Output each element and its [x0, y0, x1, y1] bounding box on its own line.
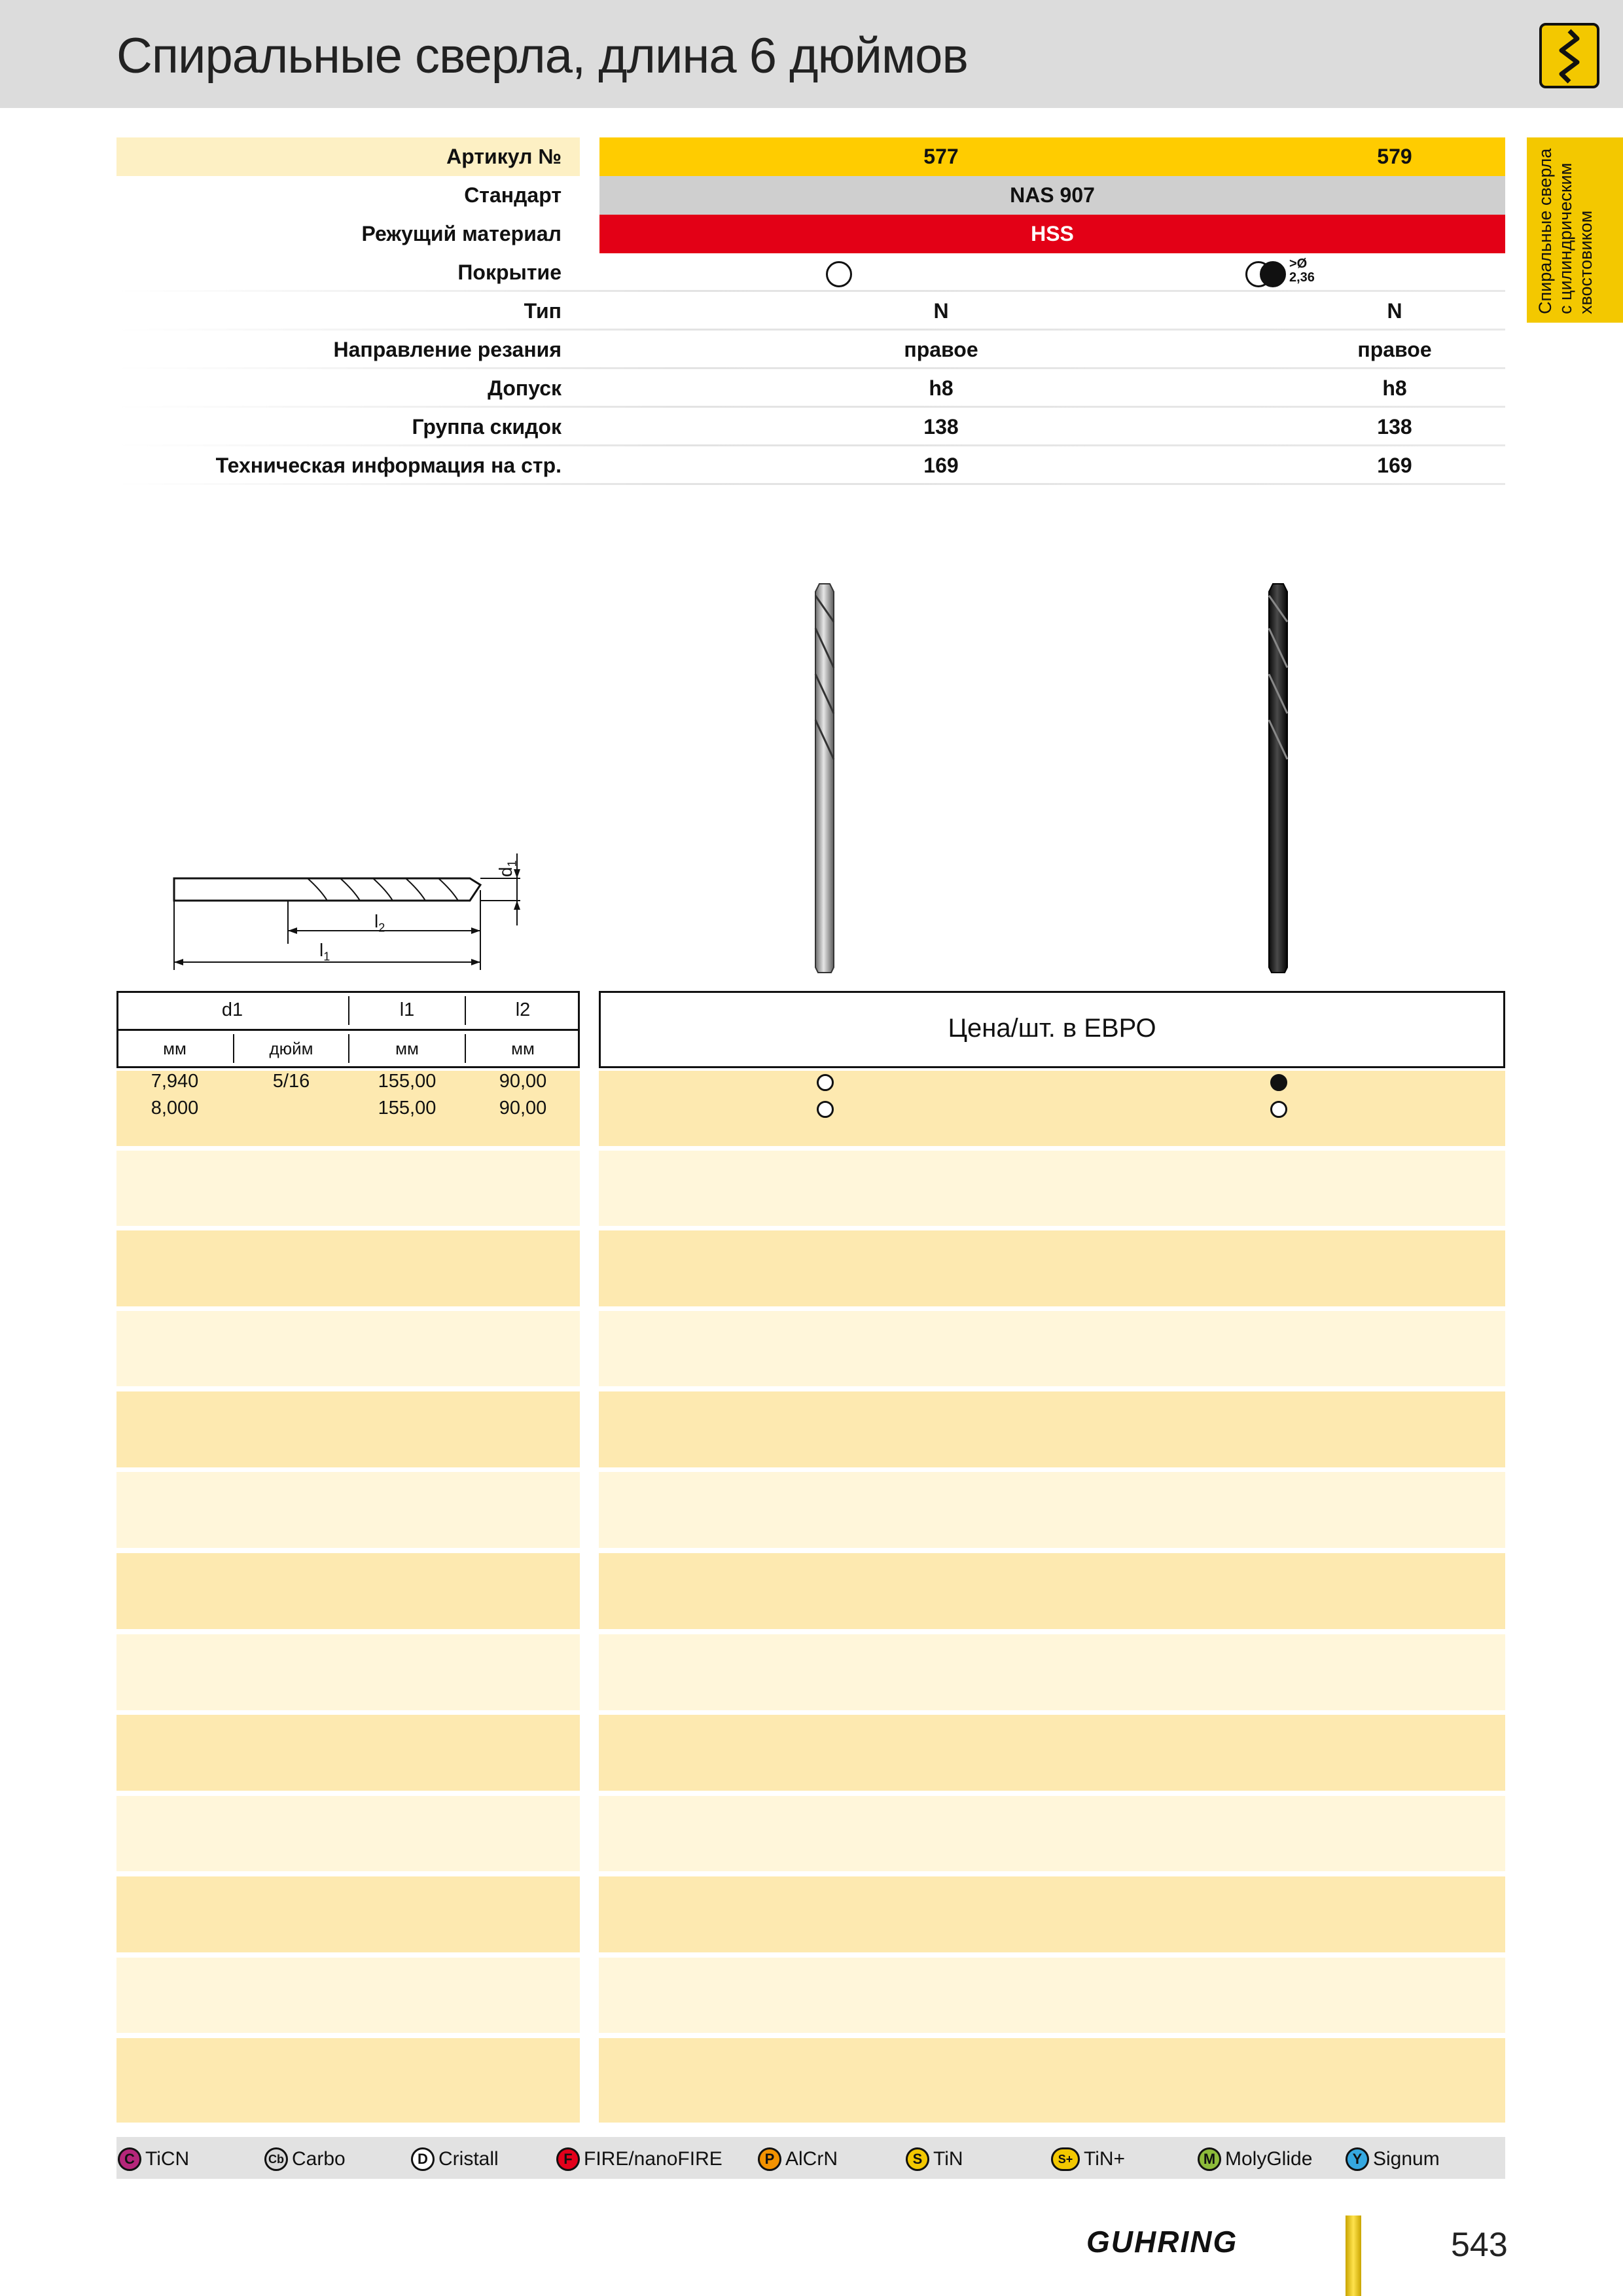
spec-row-tech-info: [116, 446, 1505, 485]
legend-item-fire: F FIRE/nanoFIRE: [556, 2146, 722, 2172]
article-577: 577: [923, 145, 959, 168]
page-number: 543: [1451, 2226, 1508, 2264]
band-right: [599, 1472, 1505, 1548]
band-left: [116, 1311, 580, 1386]
spec-row-standard: [116, 176, 1505, 215]
spec-value: N: [933, 299, 949, 323]
band-left: [116, 1876, 580, 1952]
availability-full-icon: [1270, 1074, 1287, 1091]
band-right: [599, 1634, 1505, 1710]
header-unit-mm: мм: [395, 1039, 419, 1058]
drill-577-image: [805, 583, 844, 975]
band-right: [599, 1151, 1505, 1226]
legend-item-carbo: Cb Carbo: [264, 2146, 346, 2172]
page-title: Спиральные сверла, длина 6 дюймов: [116, 28, 968, 84]
legend-item-cristall: D Cristall: [411, 2146, 499, 2172]
header-l2: l2: [515, 999, 531, 1020]
price-header: Цена/шт. в ЕВРО: [948, 1014, 1156, 1043]
spec-label: Техническая информация на стр.: [215, 454, 562, 477]
legend-item-alcrn: P AlCrN: [758, 2146, 838, 2172]
carbo-badge-icon: Cb: [264, 2147, 288, 2171]
spec-row-material: [116, 215, 1505, 253]
drill-dimension-diagram: [164, 844, 530, 975]
band-right: [599, 1553, 1505, 1629]
header-l1: l1: [399, 999, 415, 1020]
band-left: [116, 1715, 580, 1791]
spec-row-cutting-direction: [116, 331, 1505, 369]
material-value: HSS: [1031, 222, 1074, 245]
band-left: [116, 1230, 580, 1306]
guhring-logo: GUHRING: [1086, 2225, 1238, 2259]
band-right: [599, 1876, 1505, 1952]
spec-row-tolerance: [116, 369, 1505, 408]
header-unit-mm: мм: [511, 1039, 535, 1058]
dimension-label-l1: $l_1$: [319, 940, 330, 963]
spec-label: Группа скидок: [412, 415, 562, 439]
spec-label: Стандарт: [464, 183, 562, 207]
coating-note: >Ø 2,36: [1289, 257, 1315, 285]
legend-item-tin: S TiN: [906, 2146, 963, 2172]
tech-info-page-link[interactable]: 169: [923, 454, 959, 477]
band-right: [599, 1071, 1505, 1146]
band-left: [116, 1634, 580, 1710]
l1-cell: 155,00: [378, 1071, 437, 1092]
dimension-label-d1: $d_1$: [495, 860, 519, 877]
legend-item-tin-plus: S+ TiN+: [1051, 2146, 1125, 2172]
alcrn-badge-icon: P: [758, 2147, 781, 2171]
band-left: [116, 2038, 580, 2123]
band-left: [116, 1151, 580, 1226]
spec-value: 138: [923, 415, 959, 439]
band-right: [599, 1230, 1505, 1306]
tech-info-page-link[interactable]: 169: [1377, 454, 1412, 477]
band-right: [599, 1311, 1505, 1386]
spec-label: Артикул №: [446, 145, 562, 168]
drill-579-image: [1258, 583, 1298, 975]
band-right: [599, 2038, 1505, 2123]
spec-row-coating: [116, 253, 1505, 292]
availability-open-icon: [817, 1101, 834, 1118]
header-unit-mm: мм: [163, 1039, 187, 1058]
header-divider: [116, 1029, 580, 1031]
spec-value: правое: [904, 338, 978, 361]
fire-badge-icon: F: [556, 2147, 580, 2171]
availability-open-icon: [817, 1074, 834, 1091]
standard-value: NAS 907: [1010, 183, 1095, 207]
footer-accent-bar: [1346, 2215, 1361, 2296]
band-left: [116, 1796, 580, 1871]
spec-label: Режущий материал: [361, 222, 562, 245]
spec-label: Допуск: [488, 376, 562, 400]
article-579: 579: [1377, 145, 1412, 168]
header-d1: d1: [221, 999, 243, 1020]
d1-inch-cell: 5/16: [272, 1071, 310, 1092]
l2-cell: 90,00: [499, 1071, 547, 1092]
band-left: [116, 1958, 580, 2033]
legend-item-signum: Y Signum: [1346, 2146, 1440, 2172]
d1-mm-cell: 7,940: [151, 1071, 199, 1092]
l2-cell: 90,00: [499, 1098, 547, 1119]
band-right: [599, 1796, 1505, 1871]
band-right: [599, 1391, 1505, 1467]
spec-row-article: [116, 137, 1505, 176]
section-side-tab-text: Спиральные сверла с цилиндрическим хвостовиком: [1535, 148, 1596, 314]
coating-steam-tempered-icon: [1260, 261, 1286, 287]
header-unit-inch: дюйм: [269, 1039, 313, 1058]
ticn-badge-icon: C: [118, 2147, 141, 2171]
signum-badge-icon: Y: [1346, 2147, 1369, 2171]
availability-open-icon: [1270, 1101, 1287, 1118]
coating-uncoated-icon: [826, 261, 852, 287]
legend-item-molyglide: M MolyGlide: [1198, 2146, 1312, 2172]
spec-label: Направление резания: [333, 338, 562, 361]
spec-value: h8: [1382, 376, 1407, 400]
band-left: [116, 1472, 580, 1548]
molyglide-badge-icon: M: [1198, 2147, 1221, 2171]
spec-value: 138: [1377, 415, 1412, 439]
dimension-label-l2: $l_2$: [374, 911, 385, 935]
spec-value: правое: [1357, 338, 1432, 361]
drill-category-icon: [1539, 23, 1599, 88]
cristall-badge-icon: D: [411, 2147, 435, 2171]
tin-plus-badge-icon: S+: [1051, 2147, 1080, 2171]
l1-cell: 155,00: [378, 1098, 437, 1119]
band-left: [116, 1553, 580, 1629]
spec-value: h8: [929, 376, 954, 400]
band-right: [599, 1715, 1505, 1791]
spec-row-discount-group: [116, 408, 1505, 446]
band-right: [599, 1958, 1505, 2033]
spec-label: Покрытие: [457, 260, 562, 284]
legend-item-ticn: C TiCN: [118, 2146, 189, 2172]
spec-label: Тип: [524, 299, 562, 323]
spec-row-type: [116, 292, 1505, 331]
spec-value: N: [1387, 299, 1402, 323]
band-left: [116, 1391, 580, 1467]
tin-badge-icon: S: [906, 2147, 929, 2171]
d1-mm-cell: 8,000: [151, 1098, 199, 1119]
